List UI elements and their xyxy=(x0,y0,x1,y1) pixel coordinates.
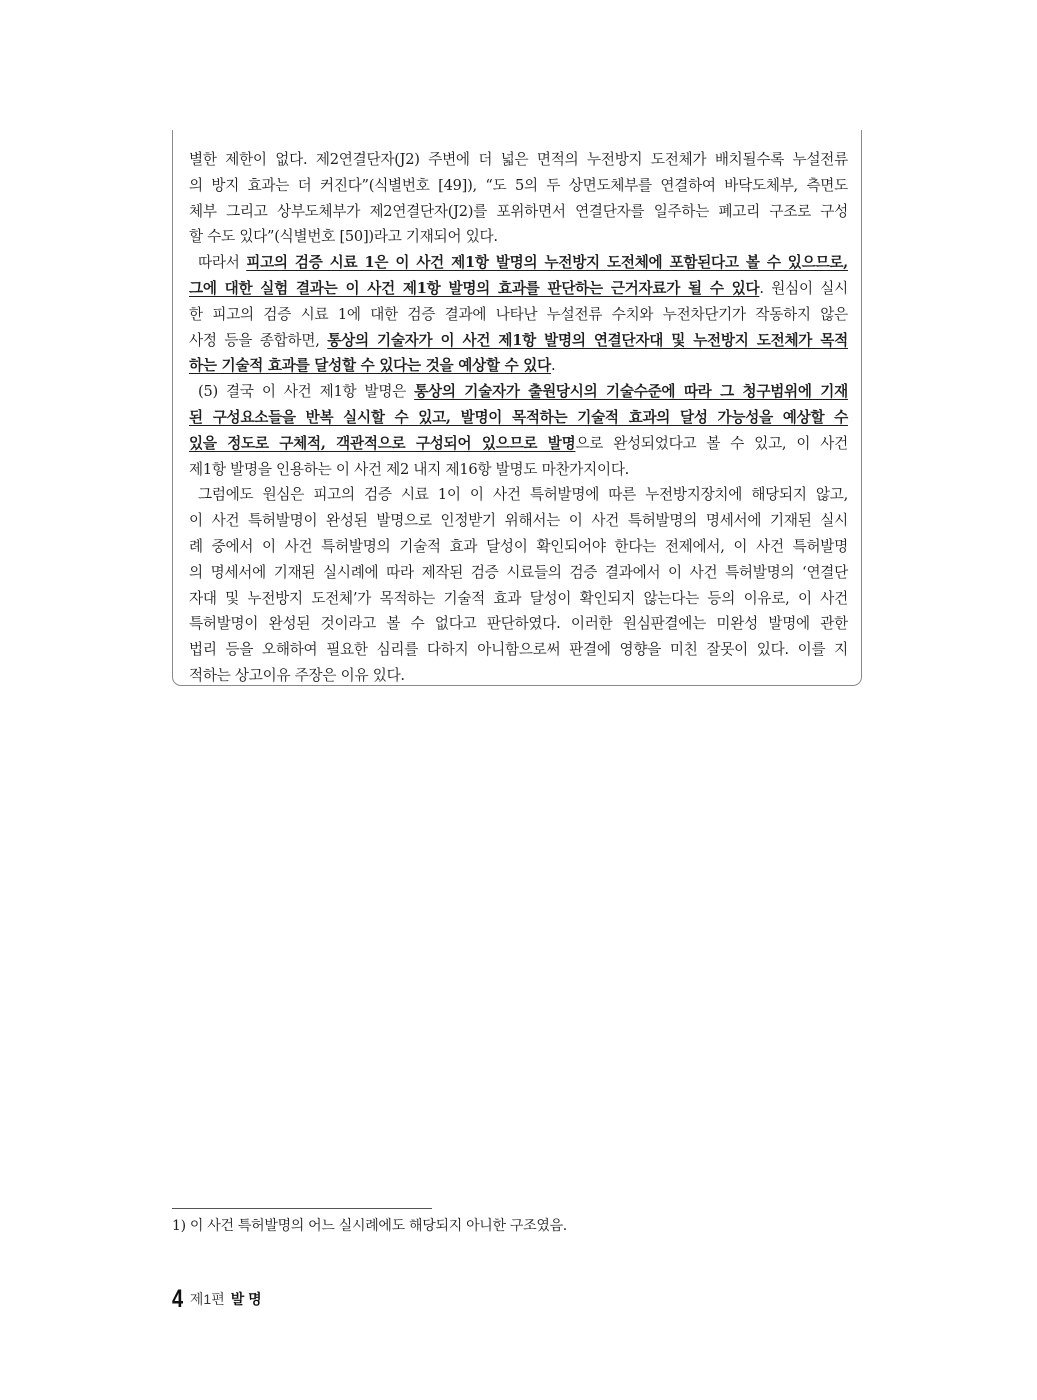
emphasized-text: 통상의 기술자가 출원당시의 기술수준에 따라 그 청구범위에 기재 xyxy=(414,383,848,401)
text-line xyxy=(189,560,848,586)
text-segment: 의 방지 효과는 더 커진다”(식별번호 [49]), “도 5의 두 상면도체부를 연결하여 바닥도체부, 측면도 xyxy=(189,176,848,194)
text-segment: 따라서 xyxy=(198,254,247,272)
text-line xyxy=(189,637,848,663)
text-line xyxy=(189,276,848,302)
page-footer xyxy=(172,1282,262,1316)
text-line xyxy=(189,663,848,689)
text-segment: 례 중에서 이 사건 특허발명의 기술적 효과 달성이 확인되어야 한다는 전제에서, 이 사건 특허발명 xyxy=(189,537,848,555)
text-line xyxy=(189,379,848,405)
text-line xyxy=(189,328,848,354)
text-segment: 의 명세서에 기재된 실시례에 따라 제작된 검증 시료들의 검증 결과에서 이 사건 특허발명의 ‘연결단 xyxy=(189,563,848,581)
text-segment: (5) 결국 이 사건 제1항 발명은 xyxy=(198,383,415,401)
emphasized-text: 피고의 검증 시료 1은 이 사건 제1항 발명의 누전방지 도전체에 포함된다고 볼 수 있으므로, xyxy=(246,254,848,272)
text-line xyxy=(189,534,848,560)
text-line xyxy=(189,353,848,379)
text-line xyxy=(189,508,848,534)
text-line xyxy=(189,586,848,612)
emphasized-text: 통상의 기술자가 이 사건 제1항 발명의 연결단자대 및 누전방지 도전체가 목적 xyxy=(327,331,848,349)
part-label: 제1편 xyxy=(189,1291,225,1307)
page-number: 4 xyxy=(172,1285,184,1313)
emphasized-text: 하는 기술적 효과를 달성할 수 있다는 것을 예상할 수 있다 xyxy=(189,357,551,375)
text-segment: 체부 그리고 상부도체부가 제2연결단자(J2)를 포위하면서 연결단자를 일주하는 폐고리 구조로 구성 xyxy=(189,202,848,220)
emphasized-text: 된 구성요소들을 반복 실시할 수 있고, 발명이 목적하는 기술적 효과의 달성 가능성을 예상할 수 xyxy=(189,408,848,426)
text-segment: 별한 제한이 없다. 제2연결단자(J2) 주변에 더 넓은 면적의 누전방지 도전체가 배치될수록 누설전류 xyxy=(189,151,848,168)
text-line xyxy=(189,482,848,508)
text-segment: . 원심이 실시 xyxy=(759,279,849,297)
text-segment: . xyxy=(550,357,556,375)
text-segment: 적하는 상고이유 주장은 이유 있다. xyxy=(189,666,405,684)
text-line xyxy=(189,173,848,199)
text-segment: 자대 및 누전방지 도전체’가 목적하는 기술적 효과 달성이 확인되지 않는다는 등의 이유로, 이 사건 xyxy=(189,589,848,607)
text-segment: 사정 등을 종합하면, xyxy=(189,331,328,349)
text-line xyxy=(189,147,848,173)
emphasized-text: 그에 대한 실험 결과는 이 사건 제1항 발명의 효과를 판단하는 근거자료가 될 수 있다 xyxy=(189,279,760,297)
text-line xyxy=(189,457,848,483)
text-line xyxy=(189,199,848,225)
text-segment: 그럼에도 원심은 피고의 검증 시료 1이 이 사건 특허발명에 따른 누전방지장치에 해당되지 않고, xyxy=(198,486,848,504)
text-segment: 특허발명이 완성된 것이라고 볼 수 없다고 판단하였다. 이러한 원심판결에는 미완성 발명에 관한 xyxy=(189,615,848,633)
footnote: 1) 이 사건 특허발명의 어느 실시례에도 해당되지 아니한 구조였음. xyxy=(172,1218,567,1234)
text-segment: 법리 등을 오해하여 필요한 심리를 다하지 아니함으로써 판결에 영향을 미친 잘못이 있다. 이를 지 xyxy=(189,641,848,659)
text-segment: 할 수도 있다”(식별번호 [50])라고 기재되어 있다. xyxy=(189,228,498,246)
part-title: 발 명 xyxy=(230,1291,262,1307)
text-line xyxy=(189,405,848,431)
footnote-divider xyxy=(172,1208,432,1209)
text-line xyxy=(189,250,848,276)
text-line xyxy=(189,431,848,457)
text-segment: 으로 완성되었다고 볼 수 있고, 이 사건 xyxy=(575,434,848,452)
text-segment: 한 피고의 검증 시료 1에 대한 검증 결과에 나타난 누설전류 수치와 누전차단기가 작동하지 않은 xyxy=(189,305,848,323)
text-line xyxy=(189,302,848,328)
text-segment: 이 사건 특허발명이 완성된 발명으로 인정받기 위해서는 이 사건 특허발명의 명세서에 기재된 실시 xyxy=(189,512,848,530)
judgment-text-body xyxy=(189,147,848,689)
text-line xyxy=(189,224,848,250)
emphasized-text: 있을 정도로 구체적, 객관적으로 구성되어 있으므로 발명 xyxy=(189,434,576,452)
text-segment: 제1항 발명을 인용하는 이 사건 제2 내지 제16항 발명도 마찬가지이다. xyxy=(189,460,630,478)
text-line xyxy=(189,611,848,637)
